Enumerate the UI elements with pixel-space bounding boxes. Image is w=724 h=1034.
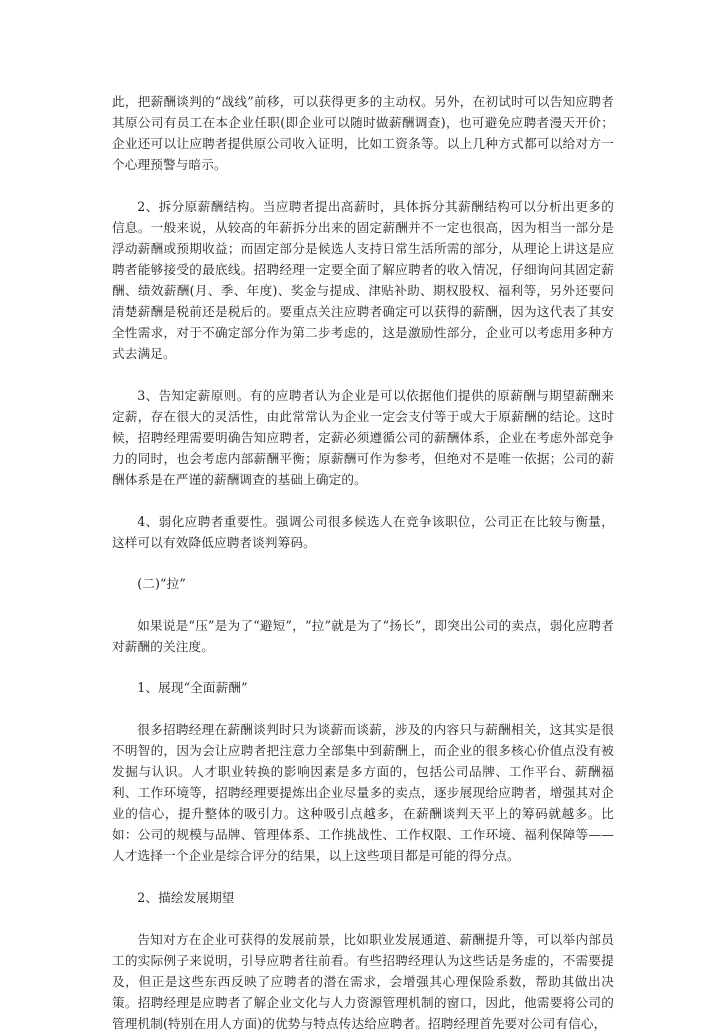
paragraph-pay-principle: 3、告知定薪原则。有的应聘者认为企业是可以依据他们提供的原薪酬与期望薪酬来定薪，存在很大的灵活性，由此常常认为企业一定会支付等于或大于原薪酬的结论。这时候，招聘经理需要明确告知应聘者，定薪必须遵循公司的薪酬体系，企业在考虑外部竞争力的同时，也会考虑内部薪酬平衡；原薪酬可作为参考，但绝对不是唯一依据；公司的薪酬体系是在严谨的薪酬调查的基础上确定的。 xyxy=(112,388,614,487)
paragraph-pull-intro: 如果说是“压”是为了“避短”，“拉”就是为了“扬长”，即突出公司的卖点，弱化应聘者对薪酬的关注度。 xyxy=(112,618,614,654)
paragraph-split-salary-structure: 2、拆分原薪酬结构。当应聘者提出高薪时，具体拆分其薪酬结构可以分析出更多的信息。一般来说，从较高的年薪拆分出来的固定薪酬并不一定也很高，因为相当一部分是浮动薪酬或预期收益；而固定部分是候选人支持日常生活所需的部分，从理论上讲这是应聘者能够接受的最底线。招聘经理一定要全面了解应聘者的收入情况，仔细询问其固定薪酬、绩效薪酬(月、季、年度)、奖金与提成、津贴补助、期权股权、福利等，另外还要问清楚薪酬是税前还是税后的。要重点关注应聘者确定可以获得的薪酬，因为这代表了其安全性需求，对于不确定部分作为第二步考虑的，这是激励性部分，企业可以考虑用多种方式去满足。 xyxy=(112,199,614,361)
paragraph-total-rewards: 很多招聘经理在薪酬谈判时只为谈薪而谈薪，涉及的内容只与薪酬相关，这其实是很不明智的，因为会让应聘者把注意力全部集中到薪酬上，而企业的很多核心价值点没有被发掘与认识。人才职业转换的影响因素是多方面的，包括公司品牌、工作平台、薪酬福利、工作环境等，招聘经理要提炼出企业尽量多的卖点，逐步展现给应聘者，增强其对企业的信心，提升整体的吸引力。这种吸引点越多，在薪酬谈判天平上的筹码就越多。比如：公司的规模与品牌、管理体系、工作挑战性、工作权限、工作环境、福利保障等——人才选择一个企业是综合评分的结果，以上这些项目都是可能的得分点。 xyxy=(112,722,614,863)
paragraph-continuation: 此，把薪酬谈判的“战线”前移，可以获得更多的主动权。另外，在初试时可以告知应聘者其原公司有员工在本企业任职(即企业可以随时做薪酬调查)，也可避免应聘者漫天开价；企业还可以让应聘者提供原公司收入证明，比如工资条等。以上几种方式都可以给对方一个心理预警与暗示。 xyxy=(112,94,614,172)
document-page xyxy=(112,91,614,1034)
section-heading-pull: (二)“拉” xyxy=(137,576,186,591)
subheading-total-rewards: 1、展现“全面薪酬” xyxy=(137,680,248,695)
paragraph-weaken-importance: 4、弱化应聘者重要性。强调公司很多候选人在竞争该职位，公司正在比较与衡量，这样可以有效降低应聘者谈判筹码。 xyxy=(112,514,614,550)
paragraph-development: 告知对方在企业可获得的发展前景，比如职业发展通道、薪酬提升等，可以举内部员工的实际例子来说明，引导应聘者往前看。有些招聘经理认为这些话是务虚的，不需要提及，但正是这些东西反映了应聘者的潜在需求，会增强其心理保险系数，帮助其做出决策。招聘经理是应聘者了解企业文化与人力资源管理机制的窗口，因此，他需要将公司的管理机制(特别在用人方面)的优势与特点传达给应聘者。招聘经理首先要对公司有信心， xyxy=(112,932,614,1031)
subheading-development: 2、描绘发展期望 xyxy=(137,890,235,905)
